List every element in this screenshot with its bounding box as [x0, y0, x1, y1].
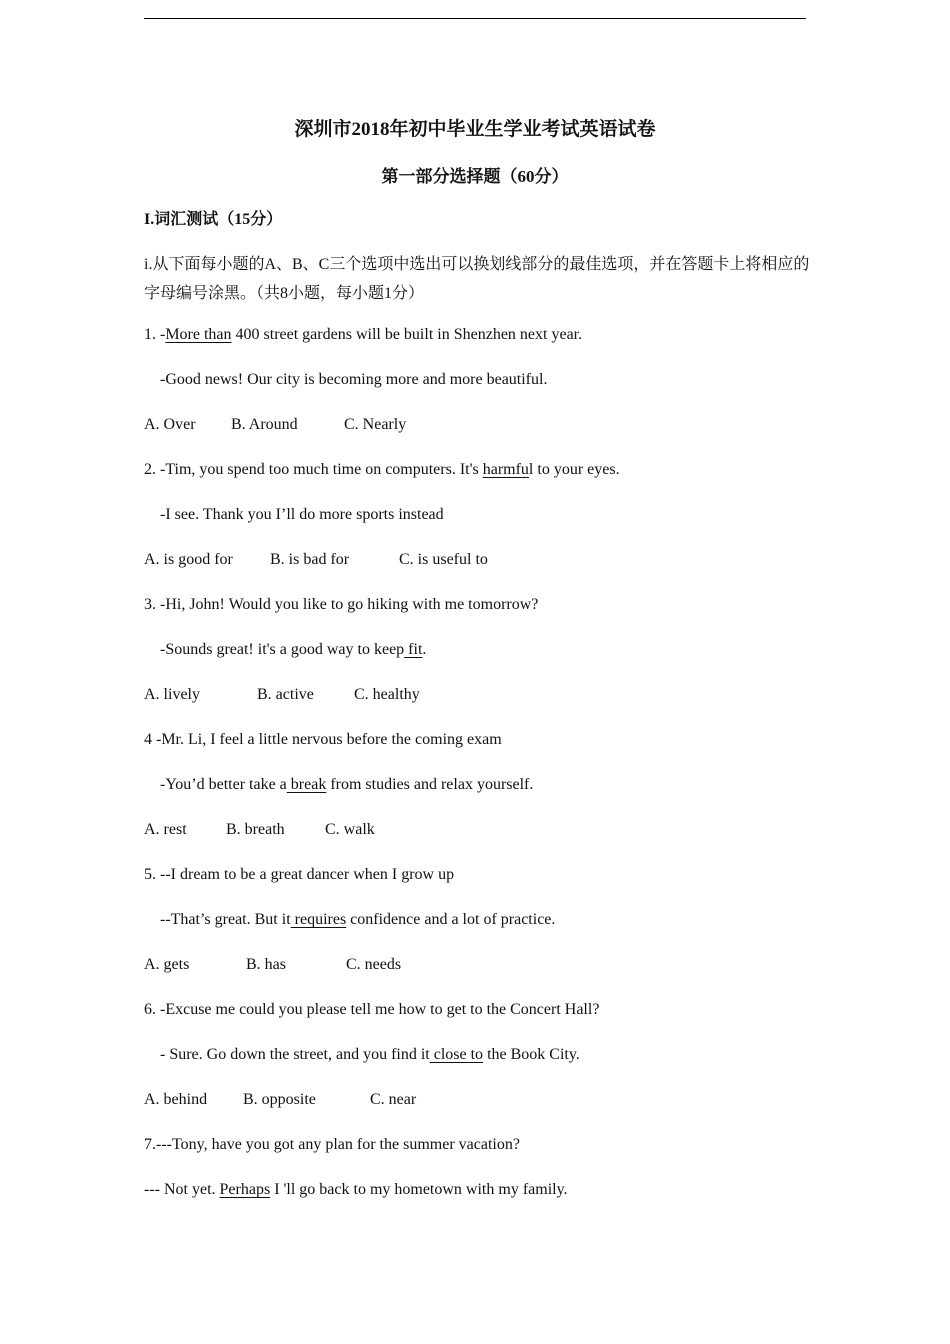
- question-3-prompt: [144, 596, 538, 614]
- underlined-phrase: harmfu: [482, 461, 529, 478]
- underlined-phrase: More than: [165, 326, 232, 343]
- question-6-reply: [160, 1046, 580, 1064]
- section-instructions: i.从下面每小题的A、B、C三个选项中选出可以换划线部分的最佳选项，并在答题卡上将相应的字母编号涂黑。（共8小题，每小题1分）: [144, 256, 810, 302]
- option-c: C. is useful to: [399, 551, 488, 568]
- line-text: -I see. Thank you I’ll do more sports instead: [160, 506, 444, 523]
- line-text: 3. -Hi, John! Would you like to go hiking with me tomorrow?: [144, 596, 539, 613]
- line-text: --- Not yet.: [144, 1181, 220, 1198]
- document-title: 深圳市2018年初中毕业生学业考试英语试卷: [294, 119, 656, 140]
- question-1-prompt: [144, 326, 582, 344]
- question-2-reply: [160, 506, 444, 524]
- question-5-reply: [160, 911, 555, 929]
- line-text: 2. -Tim, you spend too much time on computers. It's: [144, 461, 483, 478]
- question-4-reply: [160, 776, 533, 794]
- question-6-prompt: [144, 1001, 599, 1019]
- section-heading: I.词汇测试（15分）: [144, 211, 283, 228]
- line-text: - Sure. Go down the street, and you find it: [160, 1046, 430, 1063]
- underlined-phrase: break: [286, 776, 327, 793]
- line-text: 1. -: [144, 326, 166, 343]
- option-b: B. has: [246, 956, 286, 973]
- underlined-phrase: Perhaps: [219, 1181, 271, 1198]
- question-3-reply: [160, 641, 426, 659]
- option-a: A. lively: [144, 686, 200, 703]
- question-4-prompt: [144, 731, 502, 749]
- underlined-phrase: close to: [429, 1046, 484, 1063]
- option-c: C. healthy: [354, 686, 420, 703]
- option-b: B. is bad for: [270, 551, 350, 568]
- line-text: the Book City.: [483, 1046, 580, 1063]
- question-5-prompt: [144, 866, 454, 884]
- option-c: C. walk: [325, 821, 375, 838]
- option-a: A. gets: [144, 956, 190, 973]
- underlined-phrase: fit: [404, 641, 423, 658]
- line-text: -You’d better take a: [160, 776, 287, 793]
- option-b: B. active: [257, 686, 314, 703]
- question-7-reply: [144, 1181, 568, 1199]
- line-text: 7.---Tony, have you got any plan for the summer vacation?: [144, 1136, 520, 1153]
- question-1-reply: [160, 371, 547, 389]
- top-rule: [144, 18, 806, 19]
- option-a: A. behind: [144, 1091, 208, 1108]
- option-c: C. Nearly: [344, 416, 407, 433]
- underlined-phrase: requires: [290, 911, 347, 928]
- question-7-prompt: [144, 1136, 520, 1154]
- option-a: A. rest: [144, 821, 187, 838]
- line-text: 5. --I dream to be a great dancer when I grow up: [144, 866, 455, 883]
- line-text: l to your eyes.: [528, 461, 620, 478]
- option-a: A. is good for: [144, 551, 233, 568]
- option-b: B. opposite: [243, 1091, 316, 1108]
- line-text: 4 -Mr. Li, I feel a little nervous before the coming exam: [144, 731, 502, 748]
- line-text: .: [422, 641, 427, 658]
- line-text: -Sounds great! it's a good way to keep: [160, 641, 405, 658]
- option-c: C. needs: [346, 956, 402, 973]
- part-title: 第一部分选择题（60分）: [381, 167, 569, 186]
- option-a: A. Over: [144, 416, 196, 433]
- option-c: C. near: [370, 1091, 417, 1108]
- line-text: 6. -Excuse me could you please tell me how to get to the Concert Hall?: [144, 1001, 600, 1018]
- option-b: B. breath: [226, 821, 285, 838]
- option-b: B. Around: [231, 416, 298, 433]
- line-text: 400 street gardens will be built in Shenzhen next year.: [231, 326, 583, 343]
- line-text: confidence and a lot of practice.: [346, 911, 556, 928]
- line-text: -Good news! Our city is becoming more and more beautiful.: [160, 371, 548, 388]
- line-text: --That’s great. But it: [160, 911, 291, 928]
- question-2-prompt: [144, 461, 620, 479]
- line-text: I 'll go back to my hometown with my family.: [270, 1181, 568, 1198]
- line-text: from studies and relax yourself.: [326, 776, 534, 793]
